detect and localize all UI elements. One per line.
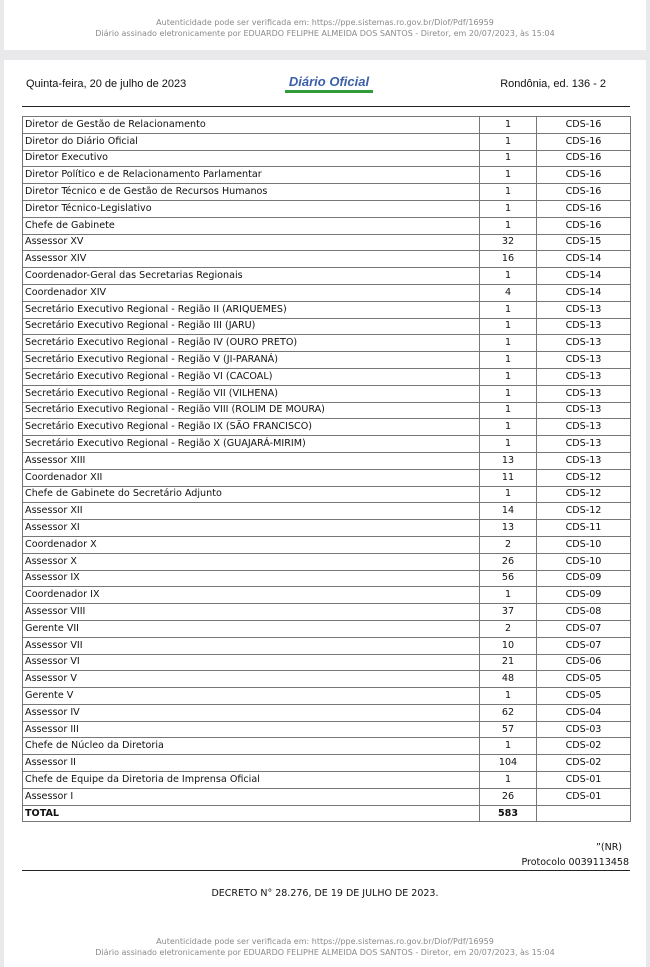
position-name-cell: Chefe de Gabinete do Secretário Adjunto [23,486,480,503]
positions-table [22,116,631,822]
table-row [23,553,631,570]
position-name-cell: Secretário Executivo Regional - Região VII (VILHENA) [23,385,480,402]
position-name-cell: Chefe de Gabinete [23,217,480,234]
position-name-cell: Coordenador X [23,536,480,553]
quantity-cell: 16 [480,251,537,268]
page-date: Quinta-feira, 20 de julho de 2023 [26,78,187,90]
code-cell: CDS-02 [537,755,631,772]
position-name-cell: Assessor XIII [23,452,480,469]
quantity-cell: 1 [480,167,537,184]
table-row [23,604,631,621]
quantity-cell: 21 [480,654,537,671]
code-cell: CDS-10 [537,536,631,553]
code-cell: CDS-07 [537,637,631,654]
code-cell: CDS-16 [537,167,631,184]
table-row [23,234,631,251]
table-row [23,385,631,402]
footer-divider [22,870,630,871]
position-name-cell: Secretário Executivo Regional - Região III (JARU) [23,318,480,335]
quantity-cell: 1 [480,301,537,318]
diario-oficial-logo: Diário Oficial [288,74,370,89]
position-name-cell: Chefe de Núcleo da Diretoria [23,738,480,755]
table-row [23,536,631,553]
position-name-cell: Assessor XIV [23,251,480,268]
position-name-cell: Assessor I [23,788,480,805]
total-label-cell: TOTAL [23,805,480,822]
position-name-cell: Assessor IX [23,570,480,587]
quantity-cell: 1 [480,268,537,285]
table-row [23,402,631,419]
quantity-cell: 1 [480,688,537,705]
code-cell: CDS-02 [537,738,631,755]
code-cell: CDS-11 [537,520,631,537]
table-row [23,284,631,301]
table-row [23,452,631,469]
position-name-cell: Diretor do Diário Oficial [23,133,480,150]
total-row [23,805,631,822]
table-row [23,368,631,385]
position-name-cell: Secretário Executivo Regional - Região X (GUAJARÁ-MIRIM) [23,436,480,453]
quantity-cell: 10 [480,637,537,654]
position-name-cell: Coordenador XIV [23,284,480,301]
table-row [23,637,631,654]
quantity-cell: 1 [480,150,537,167]
position-name-cell: Assessor XI [23,520,480,537]
position-name-cell: Diretor Técnico e de Gestão de Recursos Humanos [23,184,480,201]
quantity-cell: 37 [480,604,537,621]
table-row [23,150,631,167]
quantity-cell: 1 [480,352,537,369]
quantity-cell: 1 [480,772,537,789]
quantity-cell: 11 [480,469,537,486]
table-row [23,486,631,503]
position-name-cell: Secretário Executivo Regional - Região V (JI-PARANÁ) [23,352,480,369]
decree-title: DECRETO N° 28.276, DE 19 DE JULHO DE 2023. [211,888,439,899]
quantity-cell: 26 [480,553,537,570]
table-row [23,419,631,436]
table-row [23,318,631,335]
code-cell: CDS-12 [537,503,631,520]
code-cell: CDS-13 [537,318,631,335]
position-name-cell: Coordenador-Geral das Secretarias Regionais [23,268,480,285]
code-cell: CDS-13 [537,352,631,369]
quantity-cell: 4 [480,284,537,301]
code-cell: CDS-16 [537,184,631,201]
position-name-cell: Assessor XII [23,503,480,520]
quantity-cell: 57 [480,721,537,738]
position-name-cell: Assessor VIII [23,604,480,621]
table-row [23,755,631,772]
table-row [23,587,631,604]
code-cell: CDS-12 [537,486,631,503]
table-row [23,200,631,217]
position-name-cell: Secretário Executivo Regional - Região VIII (ROLIM DE MOURA) [23,402,480,419]
quantity-cell: 1 [480,318,537,335]
position-name-cell: Coordenador IX [23,587,480,604]
table-row [23,117,631,134]
position-name-cell: Gerente V [23,688,480,705]
code-cell: CDS-16 [537,133,631,150]
quantity-cell: 14 [480,503,537,520]
quantity-cell: 13 [480,452,537,469]
total-quantity-cell: 583 [480,805,537,822]
table-row [23,301,631,318]
quantity-cell: 2 [480,620,537,637]
position-name-cell: Diretor Técnico-Legislativo [23,200,480,217]
position-name-cell: Assessor II [23,755,480,772]
table-row [23,268,631,285]
table-row [23,654,631,671]
quantity-cell: 1 [480,200,537,217]
position-name-cell: Diretor Político e de Relacionamento Parlamentar [23,167,480,184]
position-name-cell: Assessor IV [23,704,480,721]
quantity-cell: 1 [480,217,537,234]
table-row [23,503,631,520]
quantity-cell: 26 [480,788,537,805]
code-cell: CDS-08 [537,604,631,621]
position-name-cell: Assessor VI [23,654,480,671]
table-row [23,469,631,486]
position-name-cell: Assessor V [23,671,480,688]
table-row [23,184,631,201]
signature-line-bottom: Diário assinado eletronicamente por EDUARDO FELIPHE ALMEIDA DOS SANTOS - Diretor, em 20/07/2023, às 15:04 [95,948,555,957]
table-row [23,570,631,587]
code-cell: CDS-16 [537,150,631,167]
code-cell: CDS-05 [537,688,631,705]
code-cell: CDS-14 [537,268,631,285]
protocol-number: Protocolo 0039113458 [521,857,629,868]
code-cell: CDS-09 [537,570,631,587]
code-cell: CDS-16 [537,217,631,234]
position-name-cell: Assessor VII [23,637,480,654]
authenticity-line: Autenticidade pode ser verificada em: https://ppe.sistemas.ro.gov.br/Diof/Pdf/16959 [156,18,494,27]
position-name-cell: Assessor XV [23,234,480,251]
code-cell: CDS-13 [537,419,631,436]
table-row [23,721,631,738]
position-name-cell: Diretor de Gestão de Relacionamento [23,117,480,134]
quantity-cell: 62 [480,704,537,721]
quantity-cell: 56 [480,570,537,587]
positions-table-body [23,117,631,822]
code-cell: CDS-01 [537,788,631,805]
code-cell: CDS-13 [537,335,631,352]
nr-note: ”(NR) [595,842,622,853]
code-cell: CDS-13 [537,402,631,419]
code-cell: CDS-14 [537,251,631,268]
code-cell: CDS-13 [537,368,631,385]
table-row [23,167,631,184]
quantity-cell: 1 [480,587,537,604]
code-cell: CDS-16 [537,117,631,134]
code-cell: CDS-05 [537,671,631,688]
code-cell: CDS-06 [537,654,631,671]
table-row [23,620,631,637]
total-code-cell [537,805,631,822]
code-cell: CDS-15 [537,234,631,251]
authenticity-line-bottom: Autenticidade pode ser verificada em: https://ppe.sistemas.ro.gov.br/Diof/Pdf/16959 [156,937,494,946]
table-row [23,772,631,789]
quantity-cell: 1 [480,335,537,352]
code-cell: CDS-09 [537,587,631,604]
quantity-cell: 1 [480,385,537,402]
table-row [23,704,631,721]
quantity-cell: 1 [480,184,537,201]
quantity-cell: 1 [480,486,537,503]
table-row [23,688,631,705]
position-name-cell: Coordenador XII [23,469,480,486]
code-cell: CDS-13 [537,436,631,453]
table-row [23,335,631,352]
position-name-cell: Secretário Executivo Regional - Região IX (SÃO FRANCISCO) [23,419,480,436]
quantity-cell: 32 [480,234,537,251]
code-cell: CDS-07 [537,620,631,637]
table-row [23,352,631,369]
code-cell: CDS-03 [537,721,631,738]
quantity-cell: 48 [480,671,537,688]
table-row [23,133,631,150]
code-cell: CDS-10 [537,553,631,570]
position-name-cell: Gerente VII [23,620,480,637]
quantity-cell: 1 [480,117,537,134]
quantity-cell: 1 [480,402,537,419]
code-cell: CDS-13 [537,452,631,469]
position-name-cell: Chefe de Equipe da Diretoria de Imprensa Oficial [23,772,480,789]
code-cell: CDS-04 [537,704,631,721]
table-row [23,671,631,688]
code-cell: CDS-13 [537,301,631,318]
table-row [23,217,631,234]
position-name-cell: Secretário Executivo Regional - Região II (ARIQUEMES) [23,301,480,318]
quantity-cell: 1 [480,419,537,436]
signature-line: Diário assinado eletronicamente por EDUARDO FELIPHE ALMEIDA DOS SANTOS - Diretor, em 20/07/2023, às 15:04 [95,29,555,38]
position-name-cell: Secretário Executivo Regional - Região IV (OURO PRETO) [23,335,480,352]
code-cell: CDS-13 [537,385,631,402]
position-name-cell: Assessor X [23,553,480,570]
position-name-cell: Secretário Executivo Regional - Região VI (CACOAL) [23,368,480,385]
quantity-cell: 2 [480,536,537,553]
quantity-cell: 104 [480,755,537,772]
table-row [23,738,631,755]
edition-info: Rondônia, ed. 136 - 2 [500,78,606,90]
logo-underline [285,90,373,93]
position-name-cell: Diretor Executivo [23,150,480,167]
quantity-cell: 1 [480,133,537,150]
position-name-cell: Assessor III [23,721,480,738]
code-cell: CDS-01 [537,772,631,789]
code-cell: CDS-12 [537,469,631,486]
code-cell: CDS-16 [537,200,631,217]
table-row [23,251,631,268]
code-cell: CDS-14 [537,284,631,301]
quantity-cell: 13 [480,520,537,537]
quantity-cell: 1 [480,738,537,755]
quantity-cell: 1 [480,436,537,453]
table-row [23,520,631,537]
table-row [23,788,631,805]
table-row [23,436,631,453]
quantity-cell: 1 [480,368,537,385]
header-divider [22,106,630,107]
